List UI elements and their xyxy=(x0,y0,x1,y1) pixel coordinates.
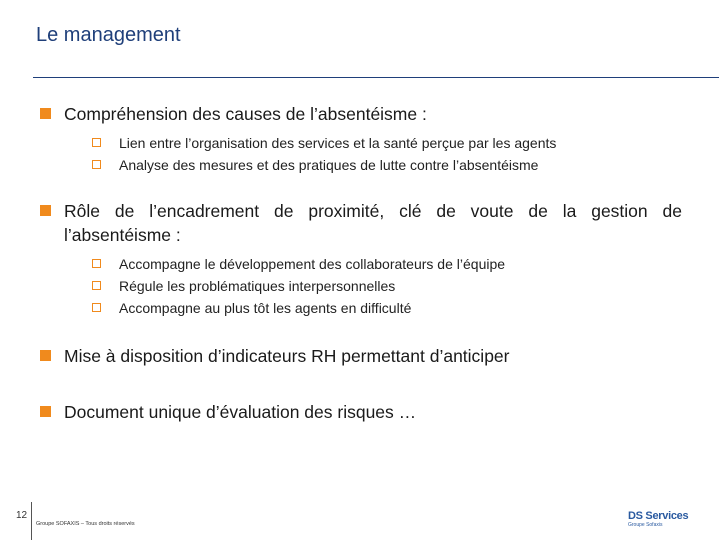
bullet-text: Document unique d’évaluation des risques … xyxy=(64,402,417,422)
slide-title: Le management xyxy=(36,24,181,46)
sub-item-text: Lien entre l’organisation des services et la santé perçue par les agents xyxy=(119,135,557,151)
hollow-square-icon xyxy=(92,160,101,169)
square-bullet-icon xyxy=(40,108,51,119)
bullet-text: Mise à disposition d’indicateurs RH permettant d’anticiper xyxy=(64,346,510,366)
sub-item-text: Accompagne au plus tôt les agents en difficulté xyxy=(119,300,412,316)
sub-list xyxy=(64,132,682,176)
sub-list xyxy=(64,253,682,319)
sub-item xyxy=(64,154,682,176)
footer-copyright: Groupe SOFAXIS – Tous droits réservés xyxy=(36,521,135,527)
bullet-text: Compréhension des causes de l’absentéisme : xyxy=(64,104,427,124)
sub-item-text: Régule les problématiques interpersonnelles xyxy=(119,278,396,294)
sub-item xyxy=(64,297,682,319)
bullet-item xyxy=(40,199,682,319)
bullet-text: Rôle de l’encadrement de proximité, clé de voute de la gestion de l’absentéisme : xyxy=(64,201,682,245)
footer-divider xyxy=(31,502,32,540)
hollow-square-icon xyxy=(92,259,101,268)
sub-item xyxy=(64,253,682,275)
square-bullet-icon xyxy=(40,350,51,361)
sub-item-text: Accompagne le développement des collaborateurs de l’équipe xyxy=(119,256,506,272)
square-bullet-icon xyxy=(40,406,51,417)
sub-item xyxy=(64,132,682,154)
square-bullet-icon xyxy=(40,205,51,216)
hollow-square-icon xyxy=(92,281,101,290)
page-number: 12 xyxy=(16,510,28,521)
hollow-square-icon xyxy=(92,138,101,147)
sub-item-text: Analyse des mesures et des pratiques de lutte contre l’absentéisme xyxy=(119,157,539,173)
hollow-square-icon xyxy=(92,303,101,312)
logo-name: DS Services xyxy=(628,510,689,522)
ds-services-logo xyxy=(628,510,692,528)
sub-item xyxy=(64,275,682,297)
logo-tagline: Groupe Sofaxis xyxy=(628,522,663,528)
title-divider xyxy=(33,77,719,78)
bullet-item xyxy=(40,400,682,424)
bullet-list xyxy=(40,102,682,424)
bullet-item xyxy=(40,344,682,368)
bullet-item xyxy=(40,102,682,176)
